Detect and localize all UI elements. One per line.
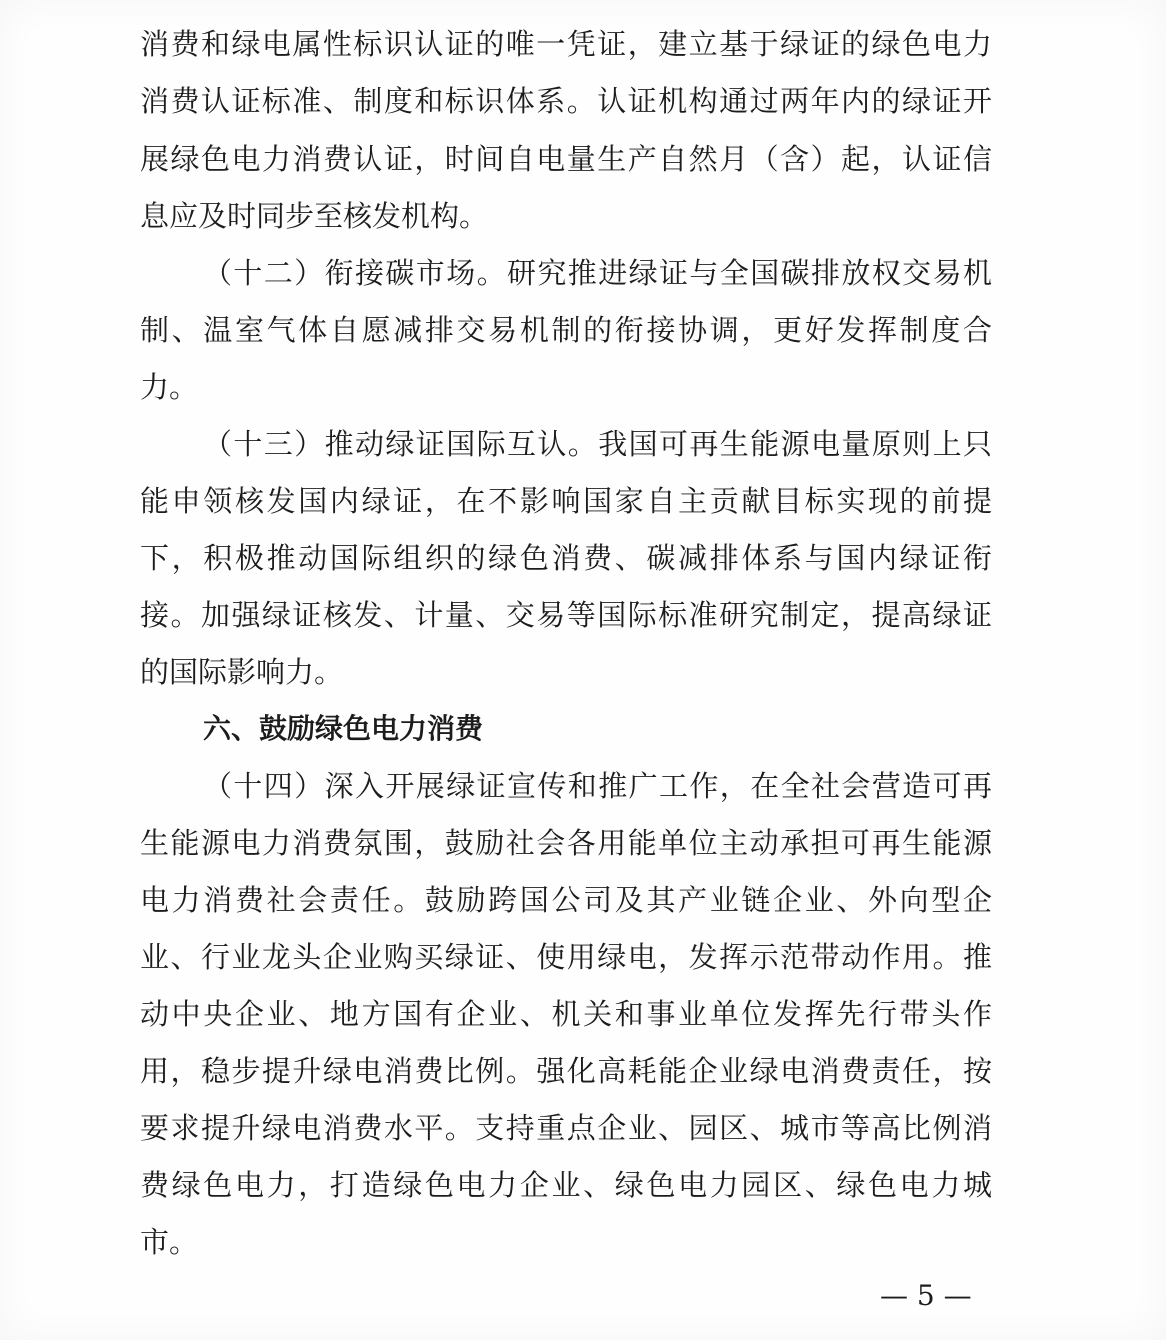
paragraph-start-line: （十三）推动绿证国际互认。我国可再生能源电量原则上只: [203, 427, 992, 461]
text-line: 用，稳步提升绿电消费比例。强化高耗能企业绿电消费责任，按: [140, 1054, 992, 1088]
section-heading: 六、鼓励绿色电力消费: [203, 712, 484, 745]
text-line: 的国际影响力。: [140, 655, 344, 689]
text-line: 息应及时同步至核发机构。: [140, 199, 489, 233]
text-line: 展绿色电力消费认证，时间自电量生产自然月（含）起，认证信: [140, 142, 992, 176]
text-line: 动中央企业、地方国有企业、机关和事业单位发挥先行带头作: [140, 997, 992, 1031]
text-line: 接。加强绿证核发、计量、交易等国际标准研究制定，提高绿证: [140, 598, 992, 632]
text-line: 消费认证标准、制度和标识体系。认证机构通过两年内的绿证开: [140, 84, 992, 118]
text-line: 力。: [140, 370, 199, 404]
page-number: — 5 —: [880, 1279, 972, 1312]
text-line: 业、行业龙头企业购买绿证、使用绿电，发挥示范带动作用。推: [140, 940, 992, 974]
text-line: 消费和绿电属性标识认证的唯一凭证，建立基于绿证的绿色电力: [140, 27, 992, 61]
paragraph-start-line: （十二）衔接碳市场。研究推进绿证与全国碳排放权交易机: [203, 256, 992, 290]
text-line: 能申领核发国内绿证，在不影响国家自主贡献目标实现的前提: [140, 484, 992, 518]
text-line: 生能源电力消费氛围，鼓励社会各用能单位主动承担可再生能源: [140, 826, 992, 860]
text-line: 下，积极推动国际组织的绿色消费、碳减排体系与国内绿证衔: [140, 541, 992, 575]
text-line: 制、温室气体自愿减排交易机制的衔接协调，更好发挥制度合: [140, 313, 992, 347]
text-line: 电力消费社会责任。鼓励跨国公司及其产业链企业、外向型企: [140, 883, 992, 917]
text-line: 要求提升绿电消费水平。支持重点企业、园区、城市等高比例消: [140, 1111, 992, 1145]
text-line: 费绿色电力，打造绿色电力企业、绿色电力园区、绿色电力城: [140, 1168, 992, 1202]
text-line: 市。: [140, 1225, 199, 1259]
paragraph-start-line: （十四）深入开展绿证宣传和推广工作，在全社会营造可再: [203, 769, 992, 803]
